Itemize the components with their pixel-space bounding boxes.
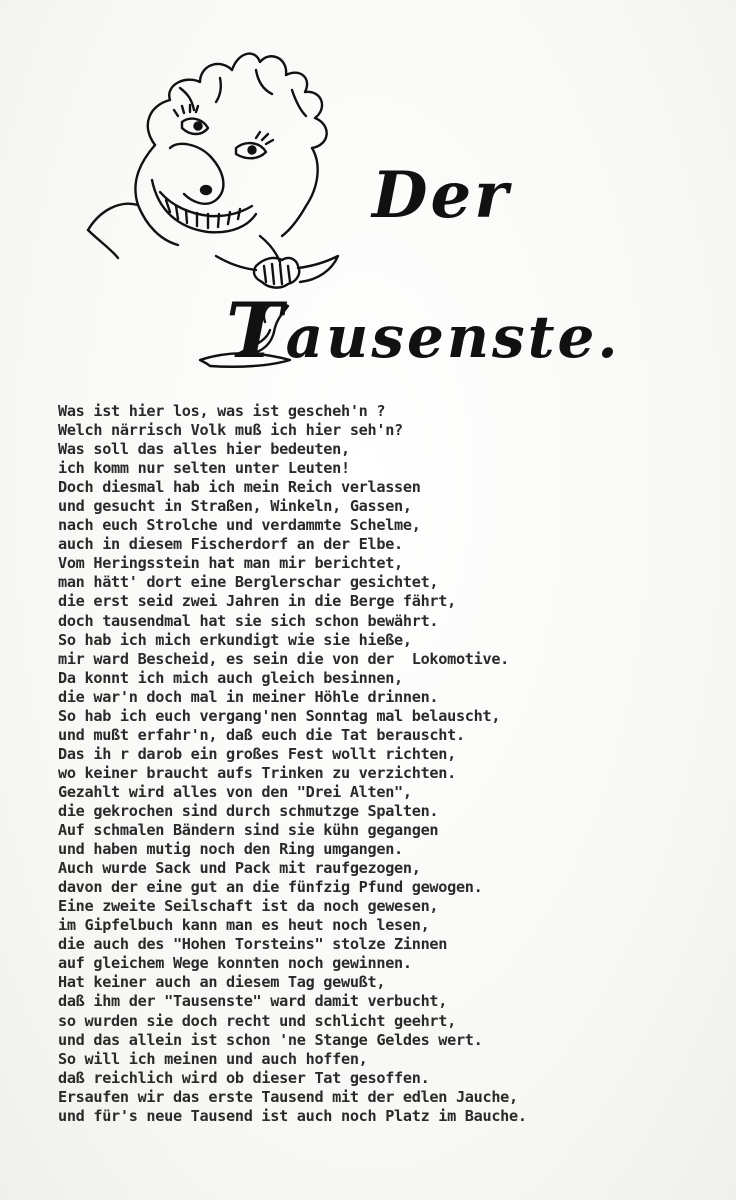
poem-line: daß reichlich wird ob dieser Tat gesoffen. <box>58 1068 430 1087</box>
poem-line: und haben mutig noch den Ring umgangen. <box>58 840 403 859</box>
poem-line: Was soll das alles hier bedeuten, <box>58 440 350 459</box>
poem-line: Welch närrisch Volk muß ich hier seh'n? <box>58 421 403 440</box>
poem-line: die erst seid zwei Jahren in die Berge fährt, <box>58 592 456 611</box>
poem-line: und gesucht in Straßen, Winkeln, Gassen, <box>58 497 412 516</box>
poem-line: die gekrochen sind durch schmutzge Spalten. <box>58 801 439 820</box>
poem-text <box>58 402 718 1126</box>
poem-line: Was ist hier los, was ist gescheh'n ? <box>58 402 386 420</box>
poem-line: und mußt erfahr'n, daß euch die Tat berauscht. <box>58 725 465 744</box>
poem-line: man hätt' dort eine Berglerschar gesichtet, <box>58 573 439 592</box>
poem-line: Gezahlt wird alles von den "Drei Alten", <box>58 782 412 801</box>
poem-line: So will ich meinen und auch hoffen, <box>58 1049 368 1068</box>
poem-line: Auch wurde Sack und Pack mit raufgezogen, <box>58 859 421 878</box>
title-tausenste <box>226 286 621 375</box>
poem-line: auf gleichem Wege konnten noch gewinnen. <box>58 954 412 973</box>
poem-line: Vom Heringsstein hat man mir berichtet, <box>58 554 403 573</box>
poem-line: auch in diesem Fischerdorf an der Elbe. <box>58 535 403 554</box>
title-der: Der <box>372 158 511 233</box>
poem-line: Auf schmalen Bändern sind sie kühn gegangen <box>58 821 439 840</box>
title-initial: T <box>226 286 286 375</box>
poem-line: nach euch Strolche und verdammte Schelme, <box>58 516 421 535</box>
poem-line: so wurden sie doch recht und schlicht geehrt, <box>58 1011 456 1030</box>
poem-line: Doch diesmal hab ich mein Reich verlassen <box>58 478 421 497</box>
poem-line: doch tausendmal hat sie sich schon bewährt. <box>58 611 439 630</box>
poem-line: Eine zweite Seilschaft ist da noch gewesen, <box>58 897 439 916</box>
poem-line: ich komm nur selten unter Leuten! <box>58 459 350 478</box>
poem-line: und das allein ist schon 'ne Stange Geldes wert. <box>58 1030 483 1049</box>
poem-line: wo keiner braucht aufs Trinken zu verzichten. <box>58 763 456 782</box>
poem-line: daß ihm der "Tausenste" ward damit verbucht, <box>58 992 448 1011</box>
poem-line: Ersaufen wir das erste Tausend mit der edlen Jauche, <box>58 1087 518 1106</box>
poem-line: davon der eine gut an die fünfzig Pfund gewogen. <box>58 878 483 897</box>
poem-line: So hab ich euch vergang'nen Sonntag mal belauscht, <box>58 706 501 725</box>
poem-line: mir ward Bescheid, es sein die von der Lokomotive. <box>58 649 510 668</box>
poem-line: Da konnt ich mich auch gleich besinnen, <box>58 668 403 687</box>
poem-line: Hat keiner auch an diesem Tag gewußt, <box>58 973 386 992</box>
poem-line: und für's neue Tausend ist auch noch Platz im Bauche. <box>58 1106 527 1125</box>
poem-line: Das ih r darob ein großes Fest wollt richten, <box>58 744 456 763</box>
poem-line: die auch des "Hohen Torsteins" stolze Zinnen <box>58 935 448 954</box>
poem-line: die war'n doch mal in meiner Höhle drinnen. <box>58 687 439 706</box>
title-rest: ausenste. <box>285 303 621 371</box>
poem-line: So hab ich mich erkundigt wie sie hieße, <box>58 630 412 649</box>
poem-line: im Gipfelbuch kann man es heut noch lesen, <box>58 916 430 935</box>
